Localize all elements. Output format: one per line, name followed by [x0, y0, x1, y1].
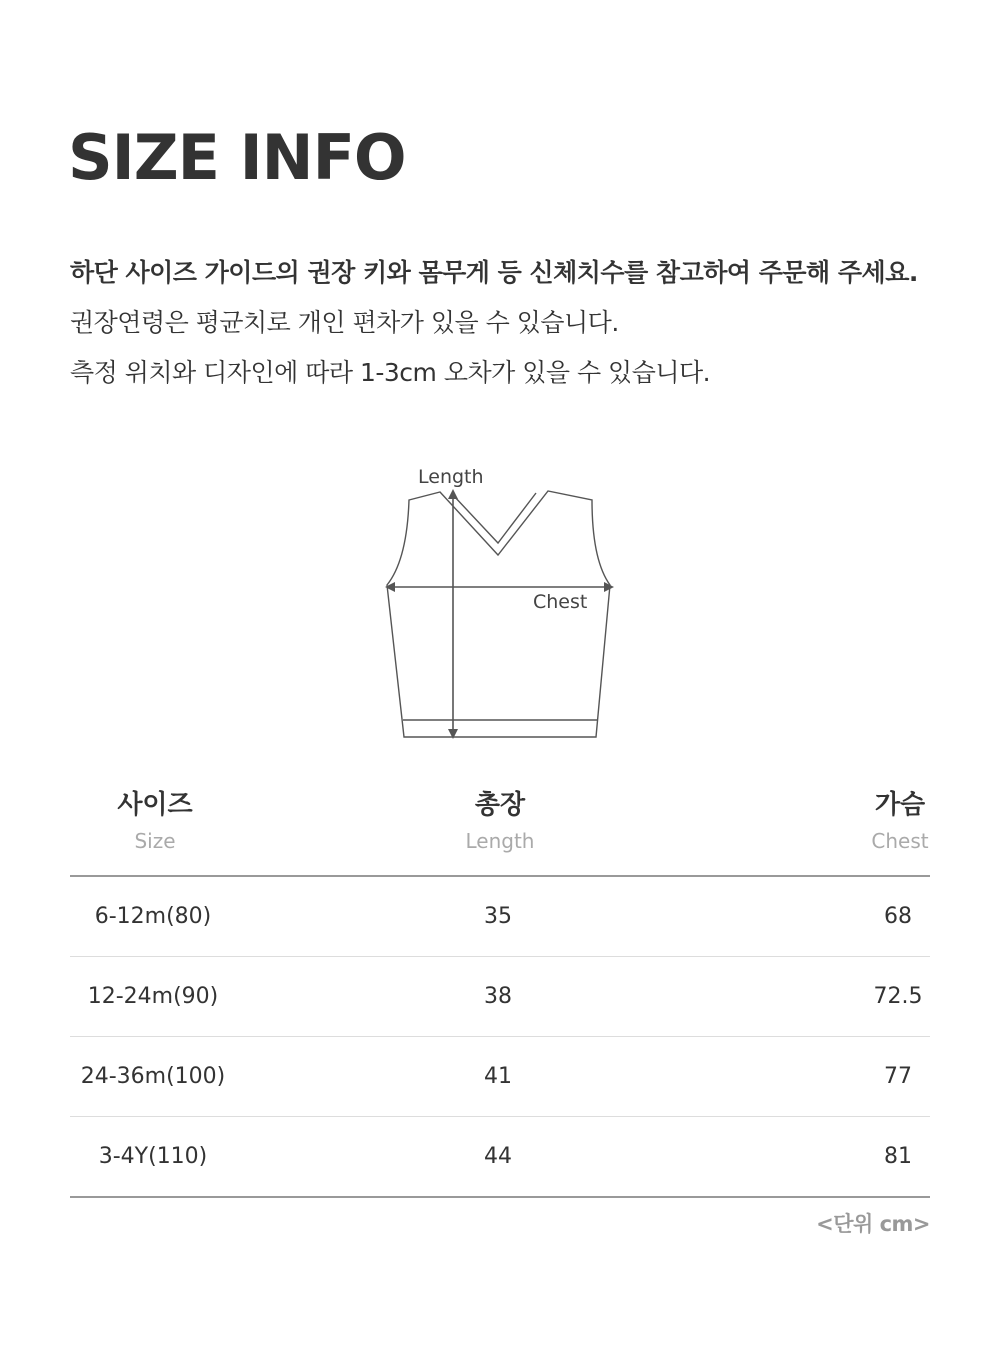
- cell-length: 38: [484, 984, 512, 1009]
- cell-size: 3-4Y(110): [98, 1144, 208, 1169]
- intro-text: [70, 248, 970, 398]
- header-chest-ko: 가슴: [874, 790, 926, 820]
- length-arrow-top: [448, 489, 458, 499]
- intro-line-1: 하단 사이즈 가이드의 권장 키와 몸무게 등 신체치수를 참고하여 주문해 주세요.: [70, 258, 918, 287]
- table-row: [70, 957, 930, 1037]
- cell-length: 44: [484, 1144, 512, 1169]
- table-row: [70, 1037, 930, 1117]
- vest-diagram: [370, 455, 630, 745]
- page-title: SIZE INFO: [68, 121, 406, 194]
- header-size: [95, 780, 215, 852]
- header-chest-en: Chest: [871, 829, 929, 853]
- intro-line-3: 측정 위치와 디자인에 따라 1-3cm 오차가 있을 수 있습니다.: [70, 358, 711, 387]
- vest-illustration: [370, 455, 630, 745]
- table-row: [70, 1117, 930, 1198]
- cell-chest: 72.5: [873, 984, 923, 1009]
- header-length-en: Length: [465, 829, 535, 853]
- unit-note: <단위 cm>: [816, 1212, 930, 1236]
- intro-line-2: 권장연령은 평균치로 개인 편차가 있을 수 있습니다.: [70, 308, 619, 337]
- cell-size: 6-12m(80): [94, 904, 212, 929]
- size-table: [70, 780, 930, 1198]
- cell-chest: 81: [884, 1144, 912, 1169]
- header-length-ko: 총장: [474, 790, 526, 820]
- chest-label: Chest: [533, 591, 588, 613]
- cell-chest: 77: [884, 1064, 912, 1089]
- cell-size: 24-36m(100): [80, 1064, 226, 1089]
- header-size-en: Size: [134, 829, 176, 853]
- header-size-ko: 사이즈: [117, 790, 193, 820]
- cell-length: 41: [484, 1064, 512, 1089]
- vest-outline: [387, 491, 610, 737]
- cell-size: 12-24m(90): [87, 984, 219, 1009]
- header-chest: [840, 780, 960, 852]
- cell-length: 35: [484, 904, 512, 929]
- header-length: [440, 780, 560, 852]
- cell-chest: 68: [884, 904, 912, 929]
- chest-arrow-left: [385, 582, 395, 592]
- size-table-header: [70, 780, 930, 877]
- table-row: [70, 877, 930, 957]
- length-label: Length: [418, 466, 484, 488]
- vest-neck-band: [453, 493, 536, 543]
